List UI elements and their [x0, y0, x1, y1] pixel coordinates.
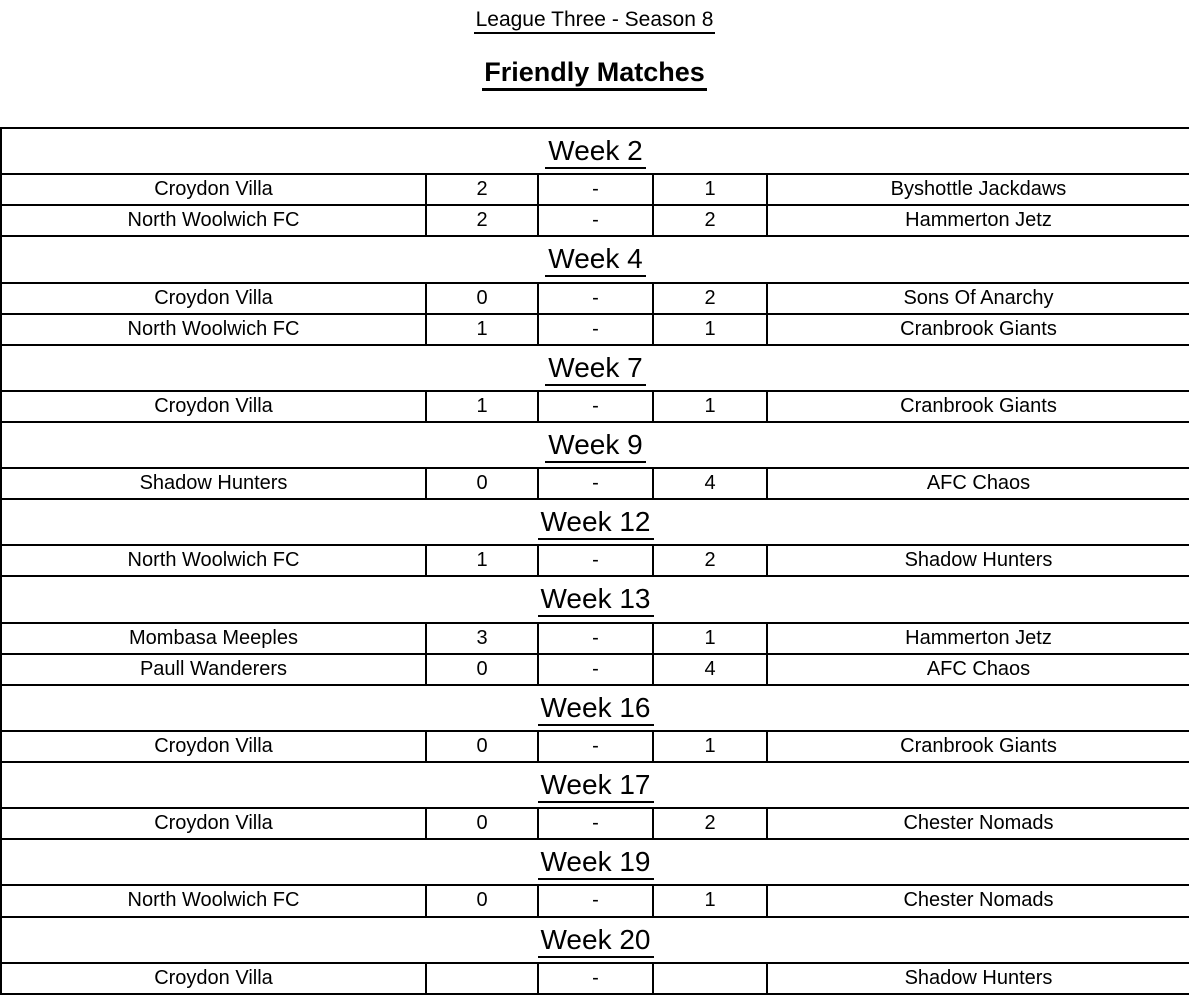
home-team: North Woolwich FC — [1, 885, 426, 916]
week-header-row — [1, 345, 1189, 391]
home-team: Paull Wanderers — [1, 654, 426, 685]
score-separator: - — [538, 623, 653, 654]
week-label: Week 2 — [545, 135, 645, 169]
home-team: Croydon Villa — [1, 963, 426, 994]
match-row — [1, 654, 1189, 685]
home-score: 0 — [426, 654, 538, 685]
home-team: Croydon Villa — [1, 731, 426, 762]
match-row — [1, 623, 1189, 654]
home-score: 0 — [426, 808, 538, 839]
week-label: Week 13 — [538, 583, 654, 617]
away-team: Cranbrook Giants — [767, 391, 1189, 422]
week-header-cell — [1, 128, 1189, 174]
week-label: Week 4 — [545, 243, 645, 277]
away-team: Sons Of Anarchy — [767, 283, 1189, 314]
home-score — [426, 963, 538, 994]
week-header-row — [1, 236, 1189, 282]
away-score: 1 — [653, 731, 767, 762]
score-separator: - — [538, 468, 653, 499]
score-separator: - — [538, 731, 653, 762]
away-score: 1 — [653, 314, 767, 345]
home-team: Croydon Villa — [1, 808, 426, 839]
score-separator: - — [538, 205, 653, 236]
match-row — [1, 391, 1189, 422]
score-separator: - — [538, 174, 653, 205]
score-separator: - — [538, 283, 653, 314]
match-row — [1, 963, 1189, 994]
away-team: Shadow Hunters — [767, 963, 1189, 994]
away-score: 1 — [653, 623, 767, 654]
home-score: 1 — [426, 314, 538, 345]
week-label: Week 12 — [538, 506, 654, 540]
home-team: Mombasa Meeples — [1, 623, 426, 654]
home-score: 0 — [426, 885, 538, 916]
away-team: Byshottle Jackdaws — [767, 174, 1189, 205]
away-team: Shadow Hunters — [767, 545, 1189, 576]
score-separator: - — [538, 314, 653, 345]
match-row — [1, 885, 1189, 916]
week-header-row — [1, 762, 1189, 808]
match-row — [1, 174, 1189, 205]
home-team: Croydon Villa — [1, 174, 426, 205]
week-header-cell — [1, 576, 1189, 622]
away-score: 2 — [653, 545, 767, 576]
away-score: 4 — [653, 654, 767, 685]
away-team: Cranbrook Giants — [767, 731, 1189, 762]
week-header-cell — [1, 236, 1189, 282]
score-separator: - — [538, 963, 653, 994]
away-team: Cranbrook Giants — [767, 314, 1189, 345]
home-score: 2 — [426, 205, 538, 236]
home-score: 0 — [426, 731, 538, 762]
week-header-row — [1, 422, 1189, 468]
week-label: Week 9 — [545, 429, 645, 463]
match-row — [1, 205, 1189, 236]
away-score: 4 — [653, 468, 767, 499]
home-team: Croydon Villa — [1, 391, 426, 422]
away-team: Chester Nomads — [767, 808, 1189, 839]
away-score — [653, 963, 767, 994]
week-header-row — [1, 839, 1189, 885]
week-header-row — [1, 499, 1189, 545]
away-team: Hammerton Jetz — [767, 205, 1189, 236]
away-team: AFC Chaos — [767, 468, 1189, 499]
week-header-row — [1, 917, 1189, 963]
score-separator: - — [538, 391, 653, 422]
week-header-row — [1, 685, 1189, 731]
home-team: North Woolwich FC — [1, 545, 426, 576]
week-header-cell — [1, 839, 1189, 885]
away-team: AFC Chaos — [767, 654, 1189, 685]
home-team: Croydon Villa — [1, 283, 426, 314]
away-score: 2 — [653, 205, 767, 236]
home-score: 0 — [426, 468, 538, 499]
away-score: 2 — [653, 283, 767, 314]
week-label: Week 19 — [538, 846, 654, 880]
away-score: 1 — [653, 885, 767, 916]
home-score: 3 — [426, 623, 538, 654]
page-subtitle — [0, 58, 1189, 88]
home-score: 2 — [426, 174, 538, 205]
week-label: Week 20 — [538, 924, 654, 958]
away-score: 1 — [653, 391, 767, 422]
week-header-row — [1, 576, 1189, 622]
match-row — [1, 314, 1189, 345]
fixtures-table — [0, 127, 1189, 995]
score-separator: - — [538, 654, 653, 685]
week-label: Week 7 — [545, 352, 645, 386]
away-team: Hammerton Jetz — [767, 623, 1189, 654]
home-score: 1 — [426, 391, 538, 422]
score-separator: - — [538, 808, 653, 839]
match-row — [1, 468, 1189, 499]
home-team: North Woolwich FC — [1, 314, 426, 345]
week-label: Week 17 — [538, 769, 654, 803]
home-team: Shadow Hunters — [1, 468, 426, 499]
match-row — [1, 545, 1189, 576]
match-row — [1, 731, 1189, 762]
home-score: 0 — [426, 283, 538, 314]
score-separator: - — [538, 885, 653, 916]
page-title — [0, 0, 1189, 31]
match-row — [1, 283, 1189, 314]
week-header-row — [1, 128, 1189, 174]
match-row — [1, 808, 1189, 839]
score-separator: - — [538, 545, 653, 576]
page-subtitle-text: Friendly Matches — [482, 57, 707, 91]
away-score: 2 — [653, 808, 767, 839]
week-header-cell — [1, 345, 1189, 391]
away-score: 1 — [653, 174, 767, 205]
week-label: Week 16 — [538, 692, 654, 726]
week-header-cell — [1, 422, 1189, 468]
away-team: Chester Nomads — [767, 885, 1189, 916]
page-title-text: League Three - Season 8 — [474, 8, 716, 34]
week-header-cell — [1, 917, 1189, 963]
home-score: 1 — [426, 545, 538, 576]
week-header-cell — [1, 499, 1189, 545]
home-team: North Woolwich FC — [1, 205, 426, 236]
week-header-cell — [1, 685, 1189, 731]
week-header-cell — [1, 762, 1189, 808]
document-header — [0, 0, 1189, 127]
